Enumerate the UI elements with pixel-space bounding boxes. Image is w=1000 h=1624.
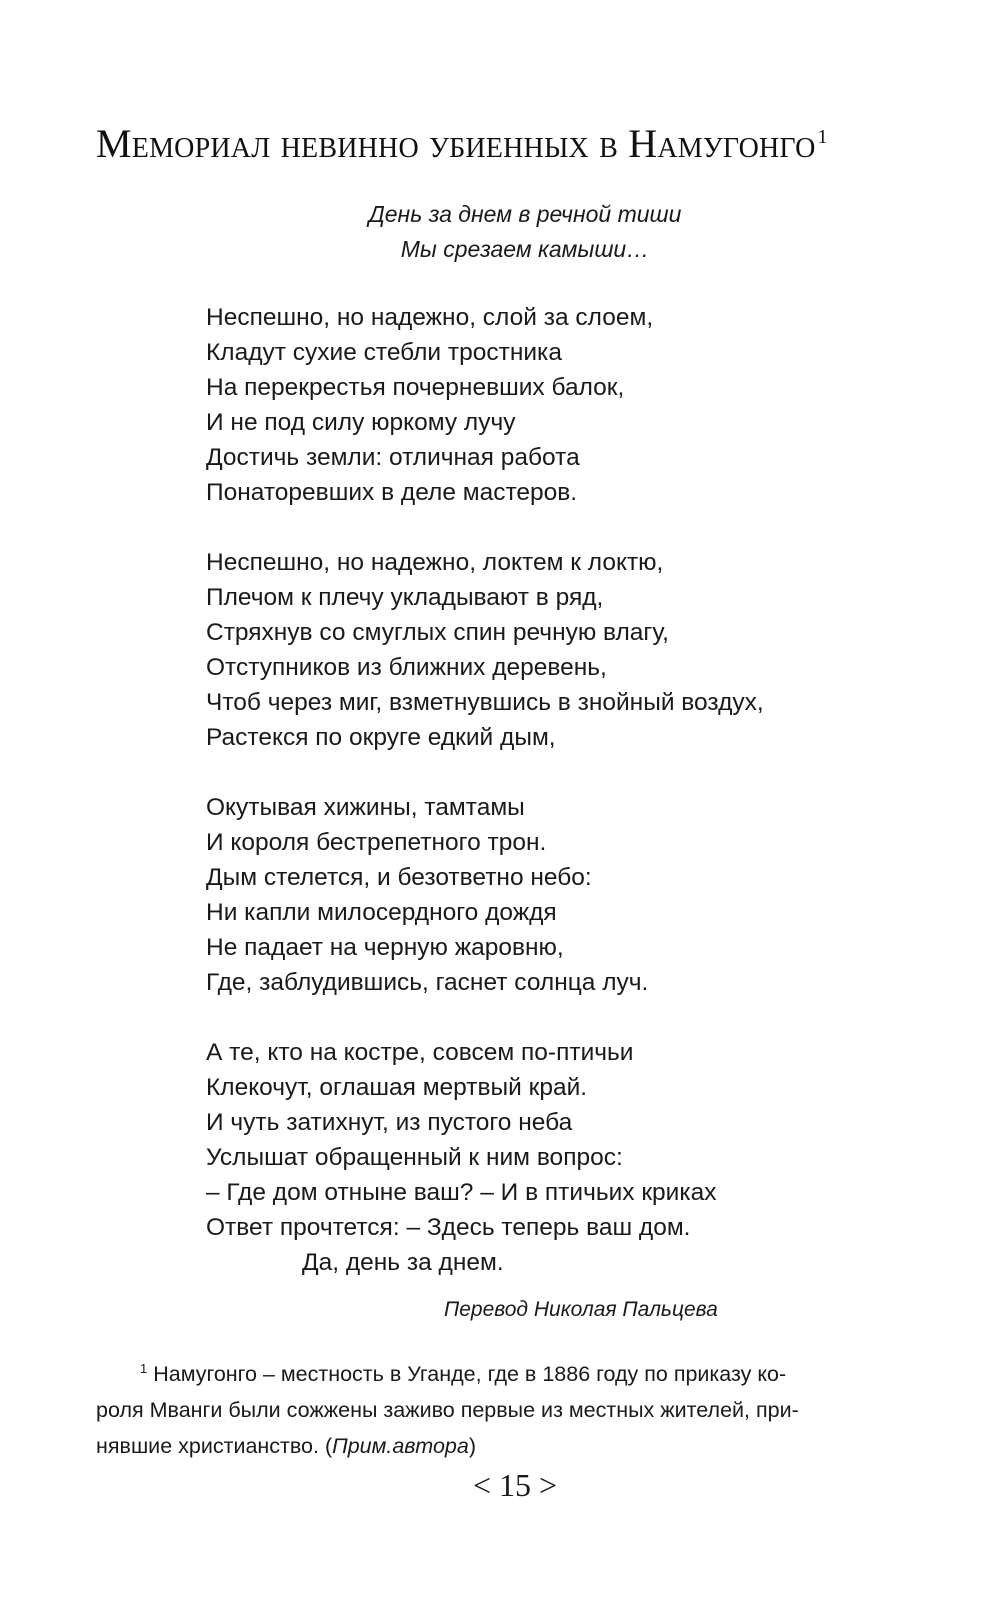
- footnote-text: ): [468, 1434, 476, 1458]
- poem-line: Услышат обращенный к ним вопрос:: [206, 1144, 623, 1171]
- poem-line: Стряхнув со смуглых спин речную влагу,: [206, 619, 669, 646]
- title-footnote-mark: 1: [817, 125, 828, 148]
- poem-line: Ответ прочтется: – Здесь теперь ваш дом.: [206, 1214, 691, 1241]
- poem-line: И чуть затихнут, из пустого неба: [206, 1109, 573, 1136]
- poem-line: Клекочут, оглашая мертвый край.: [206, 1074, 588, 1101]
- poem-line: Понаторевших в деле мастеров.: [206, 479, 578, 506]
- stanza-2: [206, 545, 866, 755]
- poem-line: Не падает на черную жаровню,: [206, 934, 564, 961]
- epigraph: [0, 197, 1000, 267]
- footnote-text: роля Мванги были сожжены заживо первые из местных жителей, при-: [96, 1398, 799, 1422]
- page-number: < 15 >: [472, 1467, 558, 1503]
- poem-line: Кладут сухие стебли тростника: [206, 339, 562, 366]
- footnote-text: Намугонго – местность в Уганде, где в 1886 году по приказу ко-: [147, 1362, 787, 1386]
- poem-line: – Где дом отныне ваш? – И в птичьих криках: [206, 1179, 717, 1206]
- poem-line: Ни капли милосердного дождя: [206, 899, 557, 926]
- footnote-mark: 1: [140, 1360, 148, 1376]
- footnote-author-note: Прим.автора: [332, 1434, 469, 1458]
- footnote: [96, 1356, 876, 1464]
- poem-line: Где, заблудившись, гаснет солнца луч.: [206, 969, 649, 996]
- poem-line: На перекрестья почерневших балок,: [206, 374, 625, 401]
- poem-line: Неспешно, но надежно, слой за слоем,: [206, 304, 654, 331]
- poem-line: Чтоб через миг, взметнувшись в знойный воздух,: [206, 689, 764, 716]
- poem-line: Неспешно, но надежно, локтем к локтю,: [206, 549, 664, 576]
- stanza-3: [206, 790, 866, 1000]
- epigraph-line: Мы срезаем камыши…: [400, 236, 650, 262]
- poem-line: Растекся по округе едкий дым,: [206, 724, 556, 751]
- stanza-4: [206, 1035, 866, 1280]
- poem-line: А те, кто на костре, совсем по-птичьи: [206, 1039, 634, 1066]
- poem-line: Плечом к плечу укладывают в ряд,: [206, 584, 604, 611]
- footnote-text: нявшие христианство. (: [96, 1434, 333, 1458]
- poem-line: Достичь земли: отличная работа: [206, 444, 580, 471]
- poem-body: [206, 300, 866, 1280]
- poem-line: И короля бестрепетного трон.: [206, 829, 547, 856]
- poem-title: [96, 120, 916, 168]
- poem-line: Отступников из ближних деревень,: [206, 654, 607, 681]
- poem-line: И не под силу юркому лучу: [206, 409, 516, 436]
- epigraph-line: День за днем в речной тиши: [368, 201, 682, 227]
- poem-line: Окутывая хижины, тамтамы: [206, 794, 525, 821]
- poem-final-line: Да, день за днем.: [302, 1249, 504, 1276]
- translator-credit: Перевод Николая Пальцева: [444, 1298, 718, 1321]
- stanza-1: [206, 300, 866, 510]
- poem-title-text: Мемориал невинно убиенных в Намугонго: [96, 121, 816, 166]
- poem-line: Дым стелется, и безответно небо:: [206, 864, 592, 891]
